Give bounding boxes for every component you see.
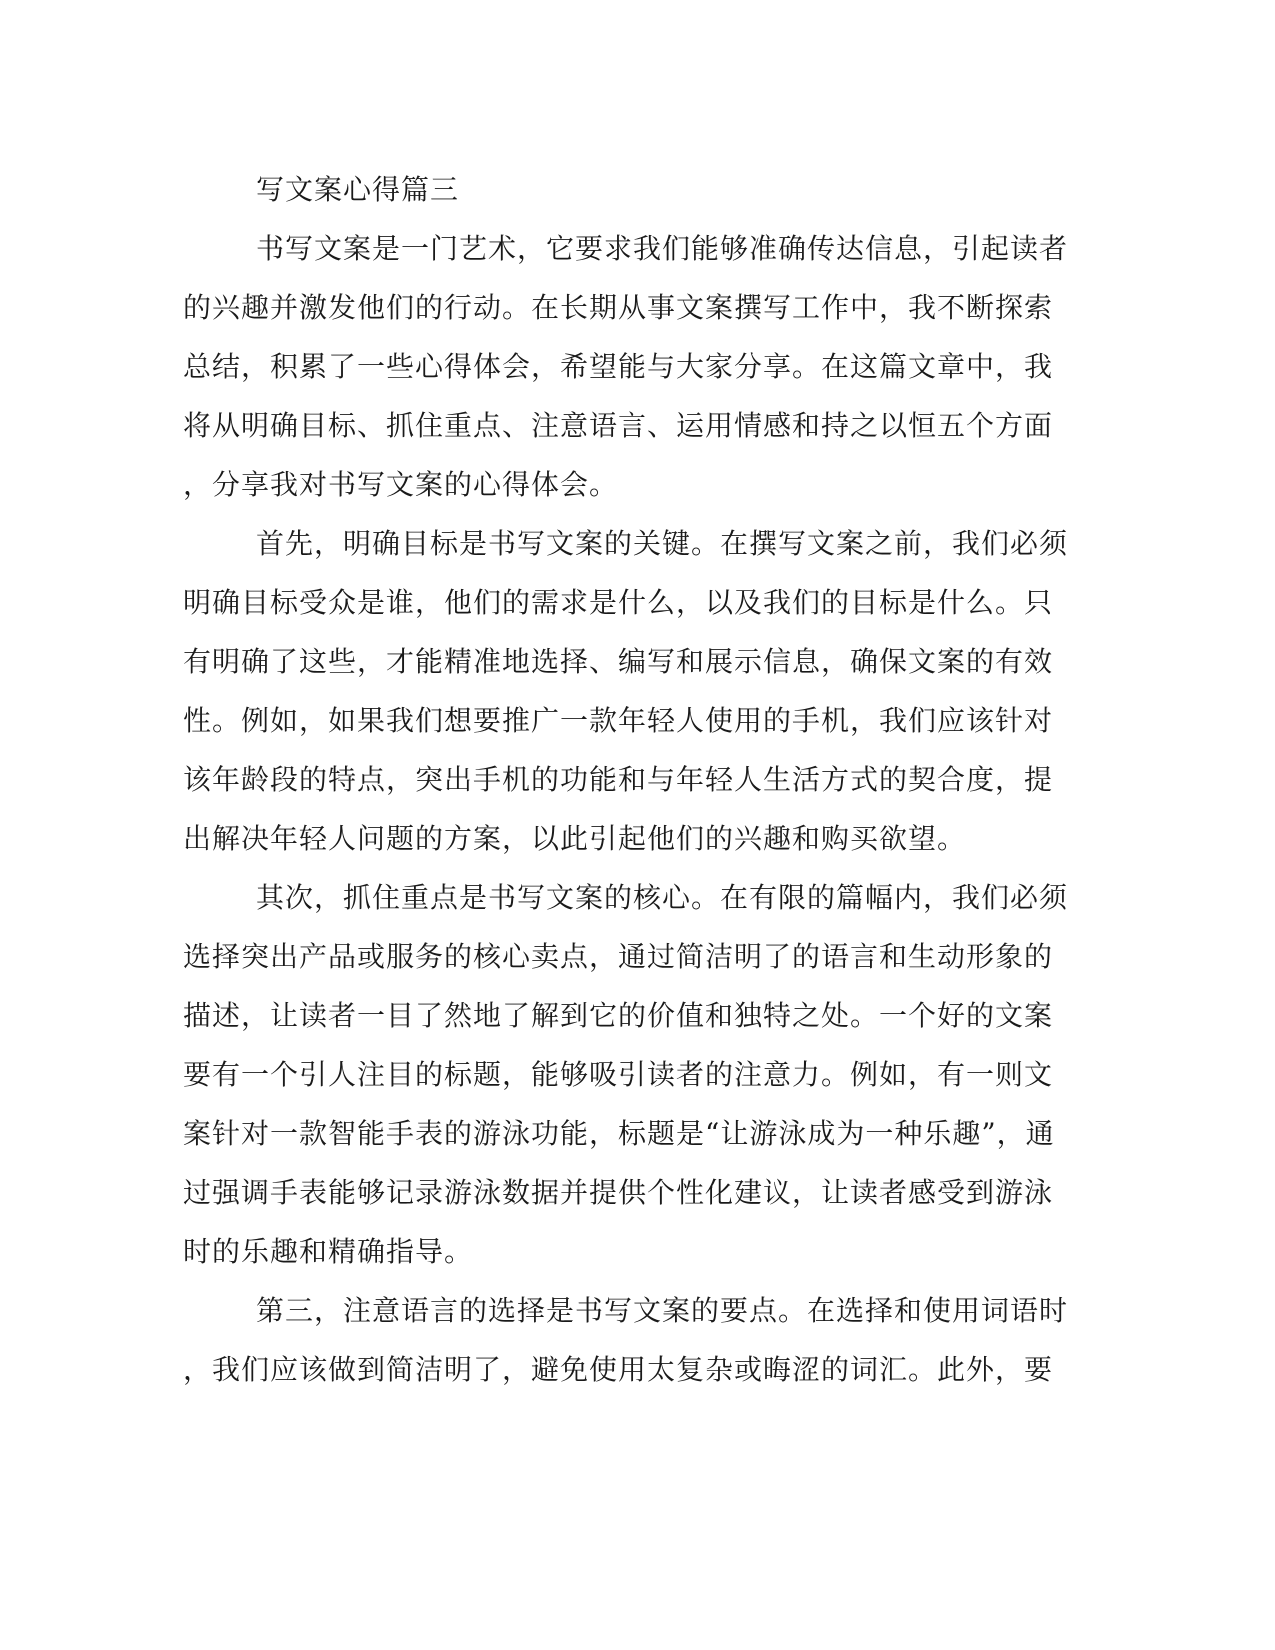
paragraph-1-line-1: 书写文案是一门艺术，它要求我们能够准确传达信息，引起读者 [256,232,1069,265]
paragraph-3-line-7: 时的乐趣和精确指导。 [183,1235,474,1268]
paragraph-2-line-1: 首先，明确目标是书写文案的关键。在撰写文案之前，我们必须 [256,527,1069,560]
paragraph-2-line-5: 该年龄段的特点，突出手机的功能和与年轻人生活方式的契合度，提 [183,763,1054,796]
paragraph-3-line-1: 其次，抓住重点是书写文案的核心。在有限的篇幅内，我们必须 [256,881,1069,914]
paragraph-2-line-4: 性。例如，如果我们想要推广一款年轻人使用的手机，我们应该针对 [183,704,1054,737]
paragraph-4-line-2: ，我们应该做到简洁明了，避免使用太复杂或晦涩的词汇。此外，要 [183,1353,1054,1386]
paragraph-1-line-4: 将从明确目标、抓住重点、注意语言、运用情感和持之以恒五个方面 [183,409,1054,442]
paragraph-1-line-2: 的兴趣并激发他们的行动。在长期从事文案撰写工作中，我不断探索 [183,291,1054,324]
document-title: 写文案心得篇三 [256,173,460,206]
paragraph-3-line-3: 描述，让读者一目了然地了解到它的价值和独特之处。一个好的文案 [183,999,1054,1032]
document-body [183,160,1069,1399]
paragraph-3-line-6: 过强调手表能够记录游泳数据并提供个性化建议，让读者感受到游泳 [183,1176,1054,1209]
paragraph-2-line-6: 出解决年轻人问题的方案，以此引起他们的兴趣和购买欲望。 [183,822,967,855]
paragraph-3-line-4: 要有一个引人注目的标题，能够吸引读者的注意力。例如，有一则文 [183,1058,1054,1091]
paragraph-4-line-1: 第三，注意语言的选择是书写文案的要点。在选择和使用词语时 [256,1294,1069,1327]
paragraph-1-line-5: ，分享我对书写文案的心得体会。 [183,468,619,501]
paragraph-2-line-2: 明确目标受众是谁，他们的需求是什么，以及我们的目标是什么。只 [183,586,1054,619]
paragraph-3-line-2: 选择突出产品或服务的核心卖点，通过简洁明了的语言和生动形象的 [183,940,1054,973]
paragraph-2-line-3: 有明确了这些，才能精准地选择、编写和展示信息，确保文案的有效 [183,645,1054,678]
paragraph-1-line-3: 总结，积累了一些心得体会，希望能与大家分享。在这篇文章中，我 [183,350,1054,383]
paragraph-3-line-5: 案针对一款智能手表的游泳功能，标题是“让游泳成为一种乐趣”，通 [183,1117,1055,1150]
